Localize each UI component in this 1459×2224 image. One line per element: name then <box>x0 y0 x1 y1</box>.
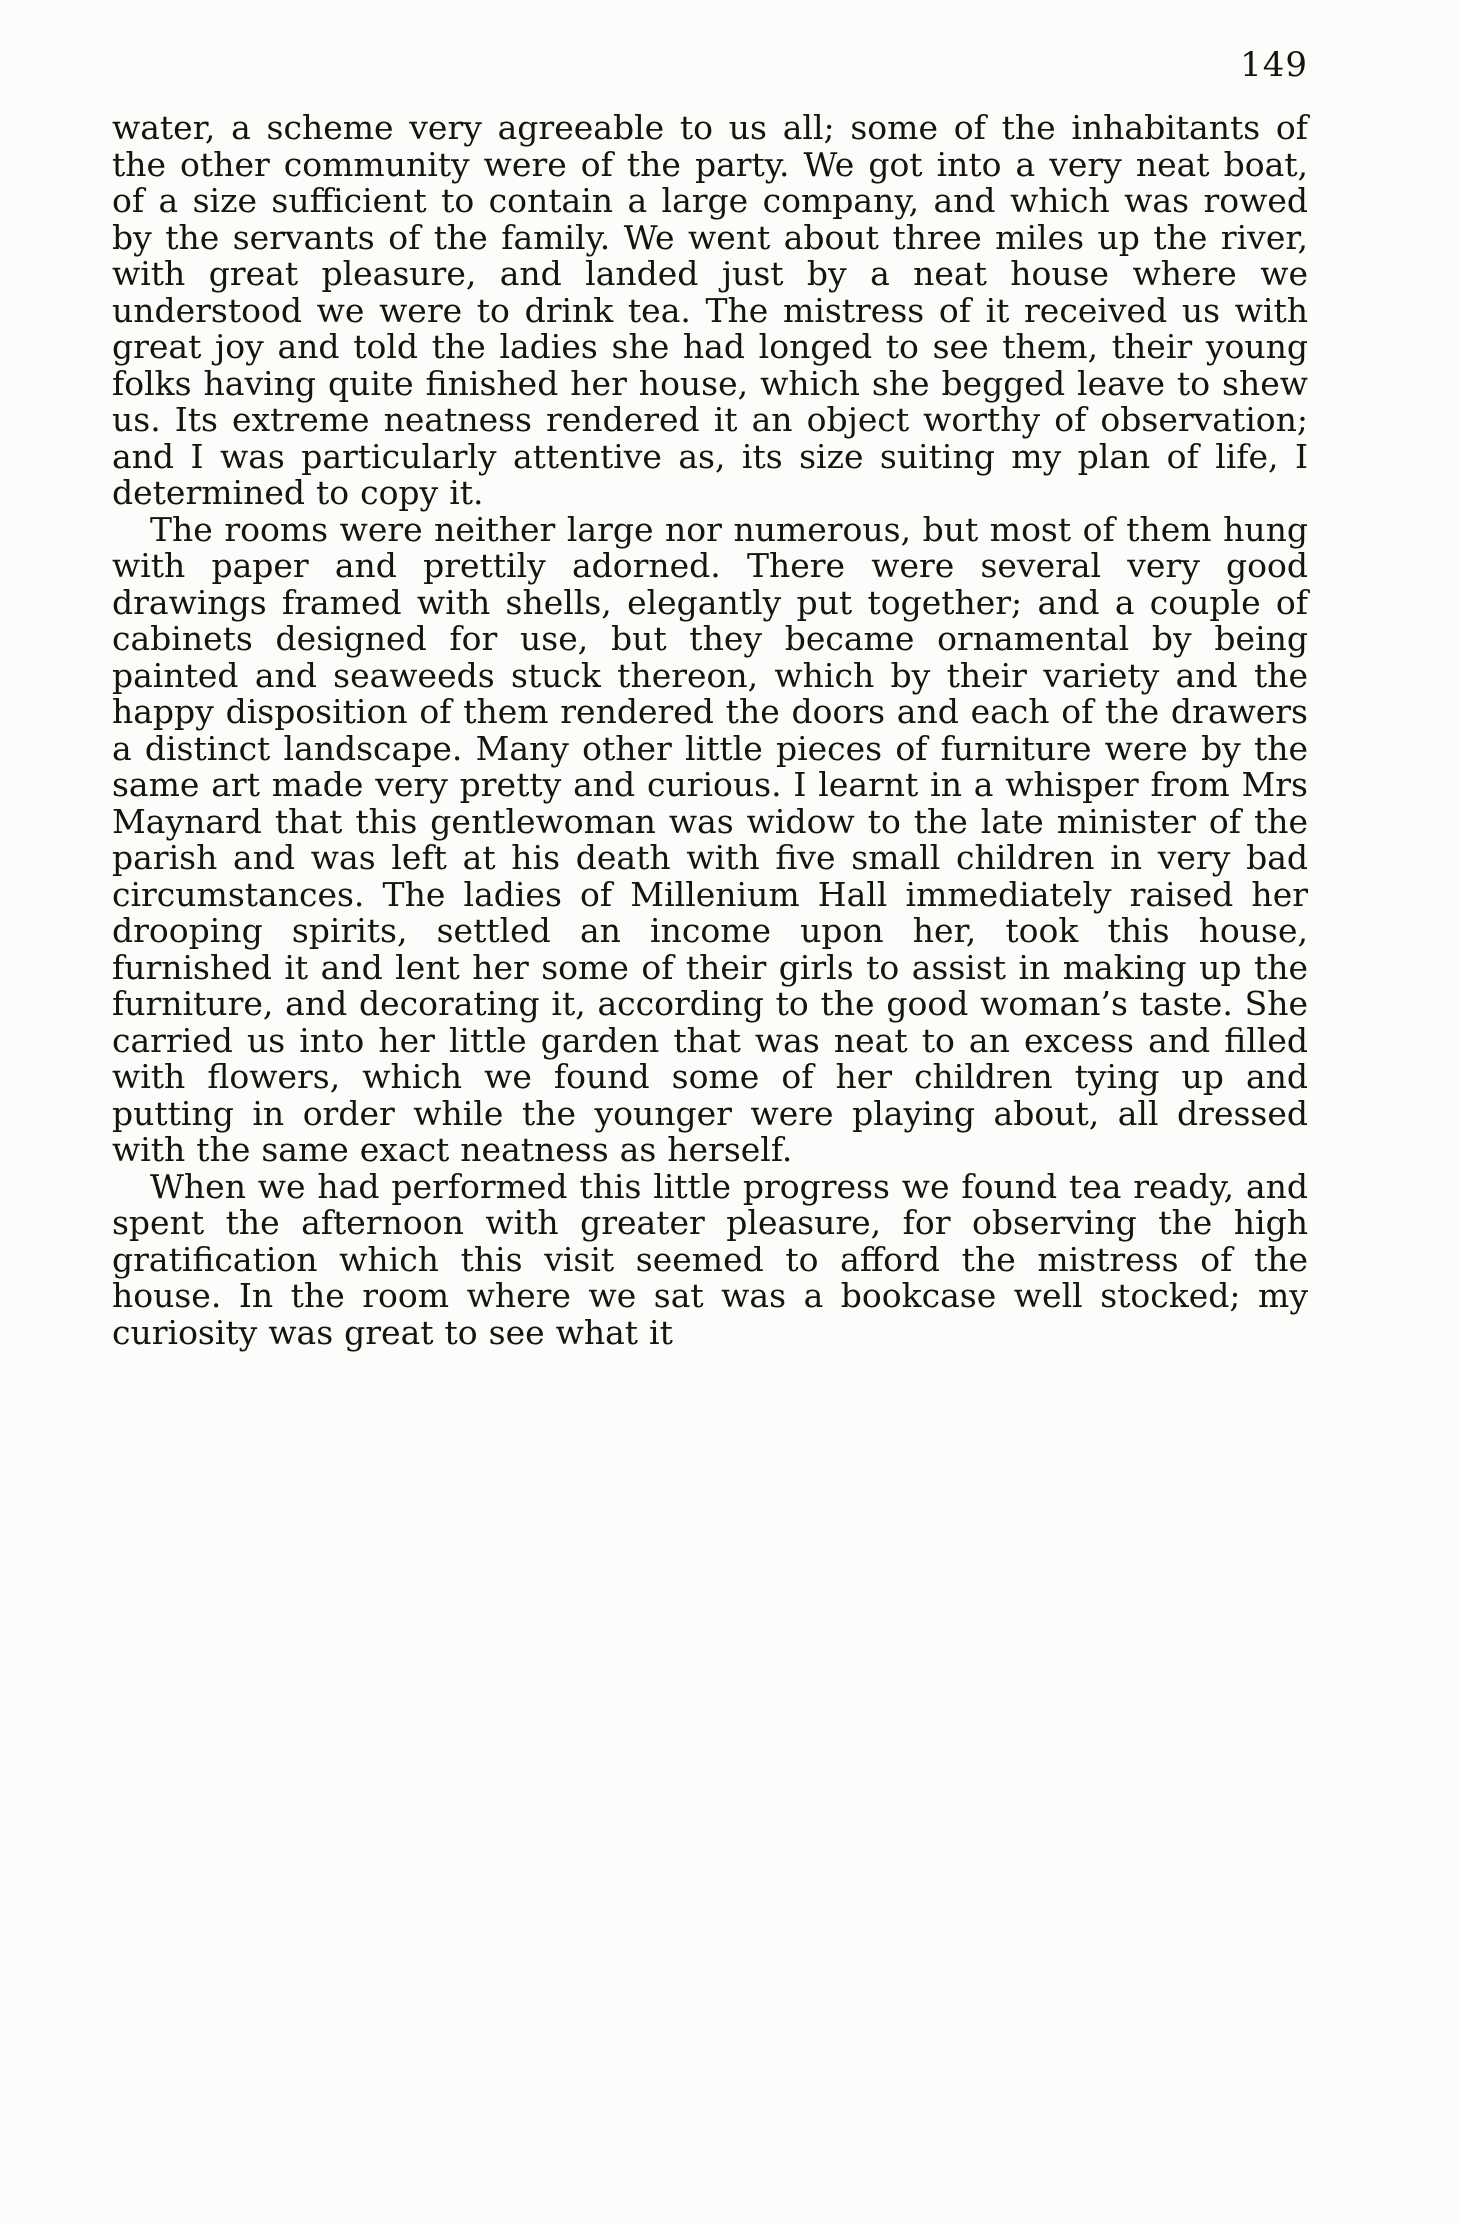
text-block <box>112 46 1308 1351</box>
page-number: 149 <box>1240 45 1308 85</box>
paragraph: The rooms were neither large nor numerous, but most of them hung with paper and prettily adorned. There were several very good drawings framed with shells, elegantly put together; and a couple of cabinets designed for use, but they became ornamental by being painted and seaweeds stuck thereon, which by their variety and the happy disposition of them rendered the doors and each of the drawers a distinct landscape. Many other little pieces of furniture were by the same art made very pretty and curious. I learnt in a whisper from Mrs Maynard that this gentlewoman was widow to the late minister of the parish and was left at his death with five small children in very bad circumstances. The ladies of Millenium Hall immediately raised her drooping spirits, settled an income upon her, took this house, furnished it and lent her some of their girls to assist in making up the furniture, and decorating it, according to the good woman’s taste. She carried us into her little garden that was neat to an excess and filled with flowers, which we found some of her children tying up and putting in order while the younger were playing about, all dressed with the same exact neatness as herself. <box>112 509 1308 1169</box>
paragraph: When we had performed this little progress we found tea ready, and spent the afternoon with greater pleasure, for observing the high gratification which this visit seemed to afford the mistress of the house. In the room where we sat was a bookcase well stocked; my curiosity was great to see what it <box>112 1166 1308 1352</box>
paragraph-continuation: water, a scheme very agreeable to us all; some of the inhabitants of the other community were of the party. We got into a very neat boat, of a size sufficient to contain a large company, and which was rowed by the servants of the family. We went about three miles up the river, with great pleasure, and landed just by a neat house where we understood we were to drink tea. The mistress of it received us with great joy and told the ladies she had longed to see them, their young folks having quite finished her house, which she begged leave to shew us. Its extreme neatness rendered it an object worthy of observation; and I was particularly attentive as, its size suiting my plan of life, I determined to copy it. <box>112 108 1308 512</box>
